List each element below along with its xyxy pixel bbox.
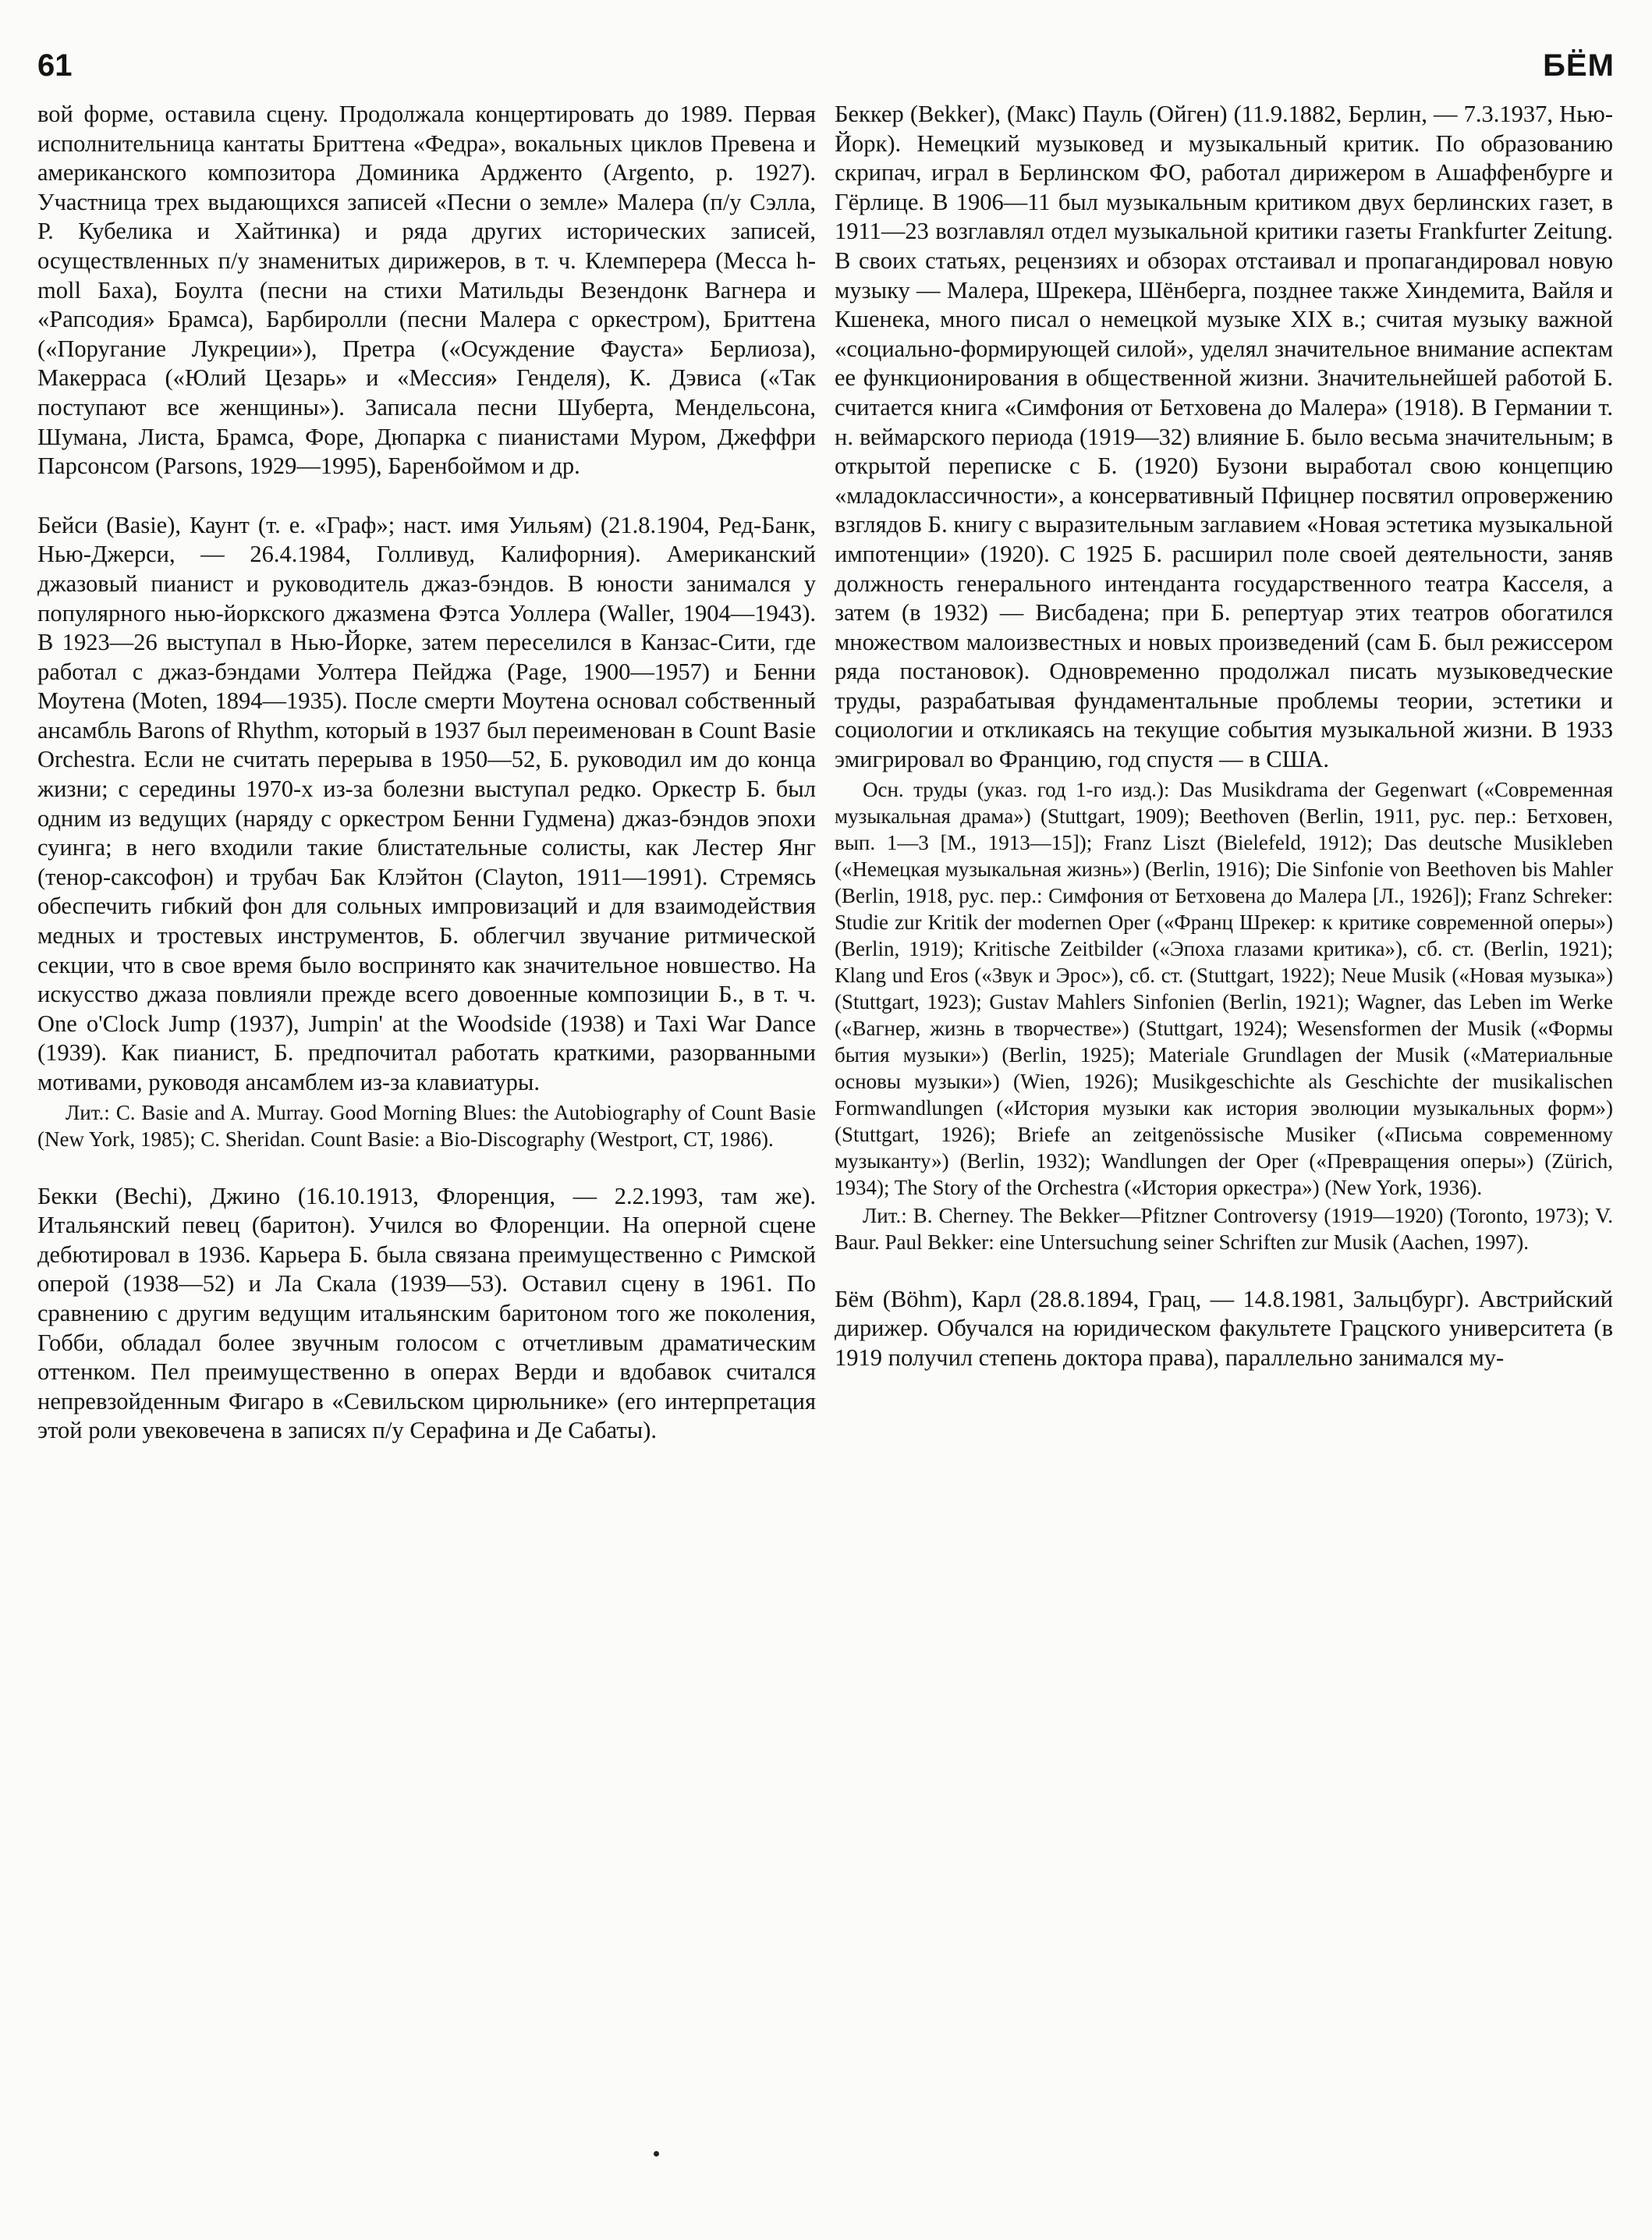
entry-boehm: Бём (Böhm), Карл (28.8.1894, Грац, — 14.8.1981, Зальцбург). Австрийский дирижер. Обучался на юридическом факультете Грацского университета (в 1919 получил степень доктора права), параллельно занимался му-	[835, 1285, 1613, 1371]
works-bekker: Осн. труды (указ. год 1-го изд.): Das Musikdrama der Gegenwart («Современная музыкальная драма») (Stuttgart, 1909); Beethoven (Berlin, 1911, рус. пер.: Бетховен, вып. 1—3 [М., 1913—15]); Franz Liszt (Bielefeld, 1912); Das deutsche Musikleben («Немецкая музыкальная жизнь») (Berlin, 1916); Die Sinfonie von Beethoven bis Mahler (Berlin, 1918, рус. пер.: Симфония от Бетховена до Малера [Л., 1926]); Franz Schreker: Studie zur Kritik der modernen Oper («Франц Шрекер: к критике современной оперы») (Berlin, 1919); Kritische Zeitbilder («Эпоха глазами критика»), сб. ст. (Berlin, 1921); Klang und Eros («Звук и Эрос»), сб. ст. (Stuttgart, 1922); Neue Musik («Новая музыка») (Stuttgart, 1923); Gustav Mahlers Sinfonien (Berlin, 1921); Wagner, das Leben im Werke («Вагнер, жизнь в творчестве») (Stuttgart, 1924); Wesensformen der Musik («Формы бытия музыки») (Berlin, 1925); Materiale Grundlagen der Musik («Материальные основы музыки») (Wien, 1926); Musikgeschichte als Geschichte der musikalischen Formwandlungen («История музыки как история эволюции музыкальных форм») (Stuttgart, 1926); Briefe an zeitgenössische Musiker («Письма современному музыканту») (Berlin, 1932); Wandlungen der Oper («Превращения оперы») (Zürich, 1934); The Story of the Orchestra («История оркестра») (New York, 1936).	[835, 777, 1613, 1199]
print-dot	[654, 2151, 659, 2157]
page-header	[37, 48, 1615, 86]
left-column	[37, 100, 816, 1446]
page-number: 61	[37, 48, 73, 83]
running-head: БЁМ	[1543, 48, 1615, 83]
entry-basie: Бейси (Basie), Каунт (т. е. «Граф»; наст. имя Уильям) (21.8.1904, Ред-Банк, Нью-Джерси, — 26.4.1984, Голливуд, Калифорния). Американский джазовый пианист и руководитель джаз-бэндов. В юности занимался у популярного нью-йоркского джазмена Фэтса Уоллера (Waller, 1904—1943). В 1923—26 выступал в Нью-Йорке, затем переселился в Канзас-Сити, где работал с джаз-бэндами Уолтера Пейджа (Page, 1900—1957) и Бенни Моутена (Moten, 1894—1935). После смерти Моутена основал собственный ансамбль Barons of Rhythm, который в 1937 был переименован в Count Basie Orchestra. Если не считать перерыва в 1950—52, Б. руководил им до конца жизни; с середины 1970-х из-за болезни выступал редко. Оркестр Б. был одним из ведущих (наряду с оркестром Бенни Гудмена) джаз-бэндов эпохи суинга; в него входили такие блистательные солисты, как Лестер Янг (тенор-саксофон) и трубач Бак Клэйтон (Clayton, 1911—1991). Стремясь обеспечить гибкий фон для сольных импровизаций и для взаимодействия медных и тростевых инструментов, Б. облегчил звучание ритмической секции, что в свое время было воспринято как значительное новшество. На искусство джаза повлияли прежде всего довоенные композиции Б., в т. ч. One o'Clock Jump (1937), Jumpin' at the Woodside (1938) и Taxi War Dance (1939). Как пианист, Б. предпочитал работать краткими, разорванными мотивами, руководя ансамблем из-за клавиатуры.	[37, 511, 816, 1095]
literature-bekker: Лит.: B. Cherney. The Bekker—Pfitzner Controversy (1919—1920) (Toronto, 1973); V. Baur. Paul Bekker: eine Untersuchung seiner Schriften zur Musik (Aachen, 1997).	[835, 1203, 1613, 1254]
right-column	[835, 100, 1613, 1372]
entry-bechi: Бекки (Bechi), Джино (16.10.1913, Флоренция, — 2.2.1993, там же). Итальянский певец (баритон). Учился во Флоренции. На оперной сцене дебютировал в 1936. Карьера Б. была связана преимущественно с Римской оперой (1938—52) и Ла Скала (1939—53). Оставил сцену в 1961. По сравнению с другим ведущим итальянским баритоном того же поколения, Гобби, обладал более звучным голосом с отчетливым драматическим оттенком. Пел преимущественно в операх Верди и вдобавок считался непревзойденным Фигаро в «Севильском цирюльнике» (его интерпретация этой роли увековечена в записях п/у Серафина и Де Сабаты).	[37, 1182, 816, 1444]
literature-basie: Лит.: C. Basie and A. Murray. Good Morning Blues: the Autobiography of Count Basie (New York, 1985); C. Sheridan. Count Basie: a Bio-Discography (Westport, CT, 1986).	[37, 1100, 816, 1151]
entry-bekker: Беккер (Bekker), (Макс) Пауль (Ойген) (11.9.1882, Берлин, — 7.3.1937, Нью-Йорк). Немецкий музыковед и музыкальный критик. По образованию скрипач, играл в Берлинском ФО, работал дирижером в Ашаффенбурге и Гёрлице. В 1906—11 был музыкальным критиком двух берлинских газет, в 1911—23 возглавлял отдел музыкальной критики газеты Frankfurter Zeitung. В своих статьях, рецензиях и обзорах отстаивал и пропагандировал новую музыку — Малера, Шрекера, Шёнберга, позднее также Хиндемита, Вайля и Кшенека, много писал о немецкой музыке XIX в.; считая музыку важной «социально-формирующей силой», уделял значительное внимание аспектам ее функционирования в общественной жизни. Значительнейшей работой Б. считается книга «Симфония от Бетховена до Малера» (1918). В Германии т. н. веймарского периода (1919—32) влияние Б. было весьма значительным; в открытой переписке с Б. (1920) Бузони выработал свою концепцию «младоклассичности», а консервативный Пфицнер посвятил опровержению взглядов Б. книгу с выразительным заглавием «Новая эстетика музыкальной импотенции» (1920). С 1925 Б. расширил поле своей деятельности, заняв должность генерального интенданта государственного театра Касселя, а затем (в 1932) — Висбадена; при Б. репертуар этих театров обогатился множеством малоизвестных и новых произведений (сам Б. был режиссером ряда постановок). Одновременно продолжал писать музыковедческие труды, разрабатывая фундаментальные проблемы теории, эстетики и социологии и откликаясь на текущие события музыкальной жизни. В 1933 эмигрировал во Францию, год спустя — в США.	[835, 101, 1613, 773]
entry-continuation: вой форме, оставила сцену. Продолжала концертировать до 1989. Первая исполнительница кантаты Бриттена «Федра», вокальных циклов Превена и американского композитора Доминика Ардженто (Argento, р. 1927). Участница трех выдающихся записей «Песни о земле» Малера (п/у Сэлла, Р. Кубелика и Хайтинка) и ряда других исторических записей, осуществленных п/у знаменитых дирижеров, в т. ч. Клемперера (Месса h-moll Баха), Боулта (песни на стихи Матильды Везендонк Вагнера и «Рапсодия» Брамса), Барбиролли (песни Малера с оркестром), Бриттена («Поругание Лукреции»), Претра («Осуждение Фауста» Берлиоза), Макерраса («Юлий Цезарь» и «Мессия» Генделя), К. Дэвиса («Так поступают все женщины»). Записала песни Шуберта, Мендельсона, Шумана, Листа, Брамса, Форе, Дюпарка с пианистами Муром, Джеффри Парсонсом (Parsons, 1929—1995), Баренбоймом и др.	[37, 101, 816, 480]
